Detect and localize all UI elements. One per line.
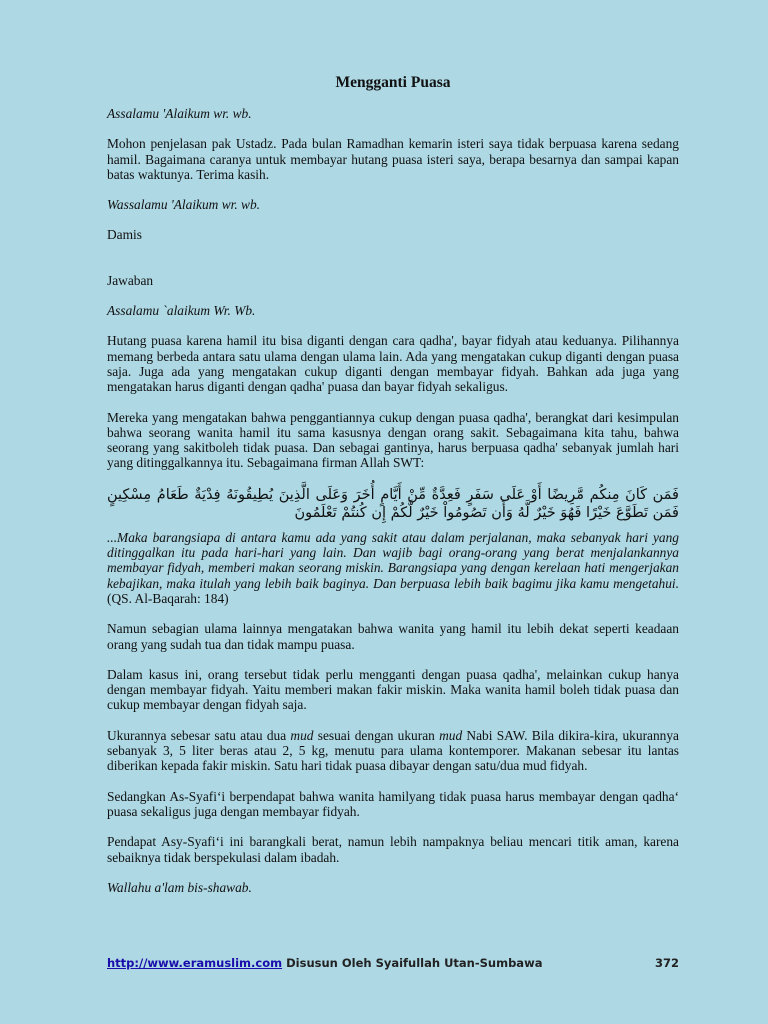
answer-heading: Jawaban	[107, 272, 154, 288]
verse-citation: (QS. Al-Baqarah: 184)	[107, 590, 229, 606]
page-title: Mengganti Puasa	[335, 74, 451, 91]
question-body: Mohon penjelasan pak Ustadz. Pada bulan Ramadhan kemarin isteri saya tidak berpuasa karena sedang hamil. Bagaimana caranya untuk membayar hutang puasa isteri saya, berapa besarnya dan sampai kapan batas waktunya. Terima kasih.	[107, 136, 679, 182]
arabic-verse: فَمَن كَانَ مِنكُم مَّرِيضًا أَوْ عَلَى سَفَرٍ فَعِدَّةٌ مِّنْ أَيَّامٍ أُخَرَ وَعَلَى الَّذِينَ يُطِيقُونَهُ فِدْيَةٌ طَعَامُ مِسْكِينٍ فَمَن تَطَوَّعَ خَيْرًا فَهُوَ خَيْرٌ لَّهُ وَأَن تَصُومُواْ خَيْرٌ لَّكُمْ إِن كُنتُمْ تَعْلَمُونَ	[107, 486, 679, 521]
question-name: Damis	[107, 227, 142, 243]
question-closing: Wassalamu 'Alaikum wr. wb.	[107, 197, 261, 213]
p5-mud-1: mud	[290, 727, 314, 743]
answer-paragraph-6: Sedangkan As-Syafi‘i berpendapat bahwa wanita hamilyang tidak puasa harus membayar dengan qadha‘ puasa sekaligus juga dengan membayar fidyah.	[107, 788, 679, 819]
p5-part-a: Ukurannya sebesar satu atau dua	[107, 727, 291, 743]
footer-credit: Disusun Oleh Syaifullah Utan-Sumbawa	[282, 956, 543, 970]
verse-translation: ...Maka barangsiapa di antara kamu ada yang sakit atau dalam perjalanan, maka sebanyak hari yang ditinggalkan itu pada hari-hari yang lain. Dan wajib bagi orang-orang yang berat menjalankannya membayar fidyah, memberi makan seorang miskin. Barangsiapa yang dengan kerelaan hati mengerjakan kebajikan, maka itulah yang lebih baik baginya. Dan berpuasa lebih baik bagimu jika kamu mengetahui.	[107, 529, 679, 591]
answer-closing: Wallahu a'lam bis-shawab.	[107, 879, 252, 895]
document-page	[107, 74, 679, 910]
answer-paragraph-4: Dalam kasus ini, orang tersebut tidak perlu mengganti dengan puasa qadha', melainkan cukup hanya dengan membayar fidyah. Yaitu memberi makan fakir miskin. Maka wanita hamil boleh tidak puasa dan cukup membayar dengan fidyah saja.	[107, 666, 679, 713]
answer-paragraph-5	[107, 728, 679, 774]
page-footer	[107, 956, 679, 970]
answer-paragraph-1: Hutang puasa karena hamil itu bisa diganti dengan cara qadha', bayar fidyah atau keduanya. Pilihannya memang berbeda antara satu ulama dengan ulama lain. Ada yang mengatakan cukup diganti dengan puasa saja. Juga ada yang mengatakan cukup diganti dengan membayar fidyah. Bahkan ada juga yang mengatakan harus diganti dengan qadha' puasa dan bayar fidyah sekaligus.	[107, 333, 679, 395]
page-number: 372	[654, 956, 679, 970]
answer-paragraph-7: Pendapat Asy-Syafi‘i ini barangkali berat, namun lebih nampaknya beliau mencari titik aman, karena sebaiknya tidak berspekulasi dalam ibadah.	[107, 834, 679, 865]
p5-part-b: sesuai dengan ukuran	[313, 727, 440, 743]
p5-part-c: Nabi SAW. Bila dikira-kira, ukurannya sebanyak 3, 5 liter beras atau 2, 5 kg, menutu para ulama kontemporer. Makanan sebesar itu lantas diberikan kepada fakir miskin. Satu hari tidak puasa dibayar dengan satu/dua mud fidyah.	[107, 727, 679, 774]
answer-greeting: Assalamu `alaikum Wr. Wb.	[107, 303, 256, 319]
source-link[interactable]: http://www.eramuslim.com	[107, 956, 283, 970]
answer-paragraph-2: Mereka yang mengatakan bahwa penggantiannya cukup dengan puasa qadha', berangkat dari kesimpulan bahwa seorang wanita hamil itu sama kasusnya dengan orang sakit. Sebagaimana kita tahu, bahwa seorang yang sakitboleh tidak puasa. Dan sebagai gantinya, harus berpuasa qadha' sebanyak jumlah hari yang ditinggalkannya itu. Sebagaimana firman Allah SWT:	[107, 409, 679, 471]
question-greeting: Assalamu 'Alaikum wr. wb.	[107, 106, 252, 121]
p5-mud-2: mud	[439, 727, 463, 743]
answer-paragraph-3: Namun sebagian ulama lainnya mengatakan bahwa wanita yang hamil itu lebih dekat seperti keadaan orang yang sudah tua dan tidak mampu puasa.	[107, 621, 679, 652]
verse-translation-paragraph	[107, 530, 679, 606]
